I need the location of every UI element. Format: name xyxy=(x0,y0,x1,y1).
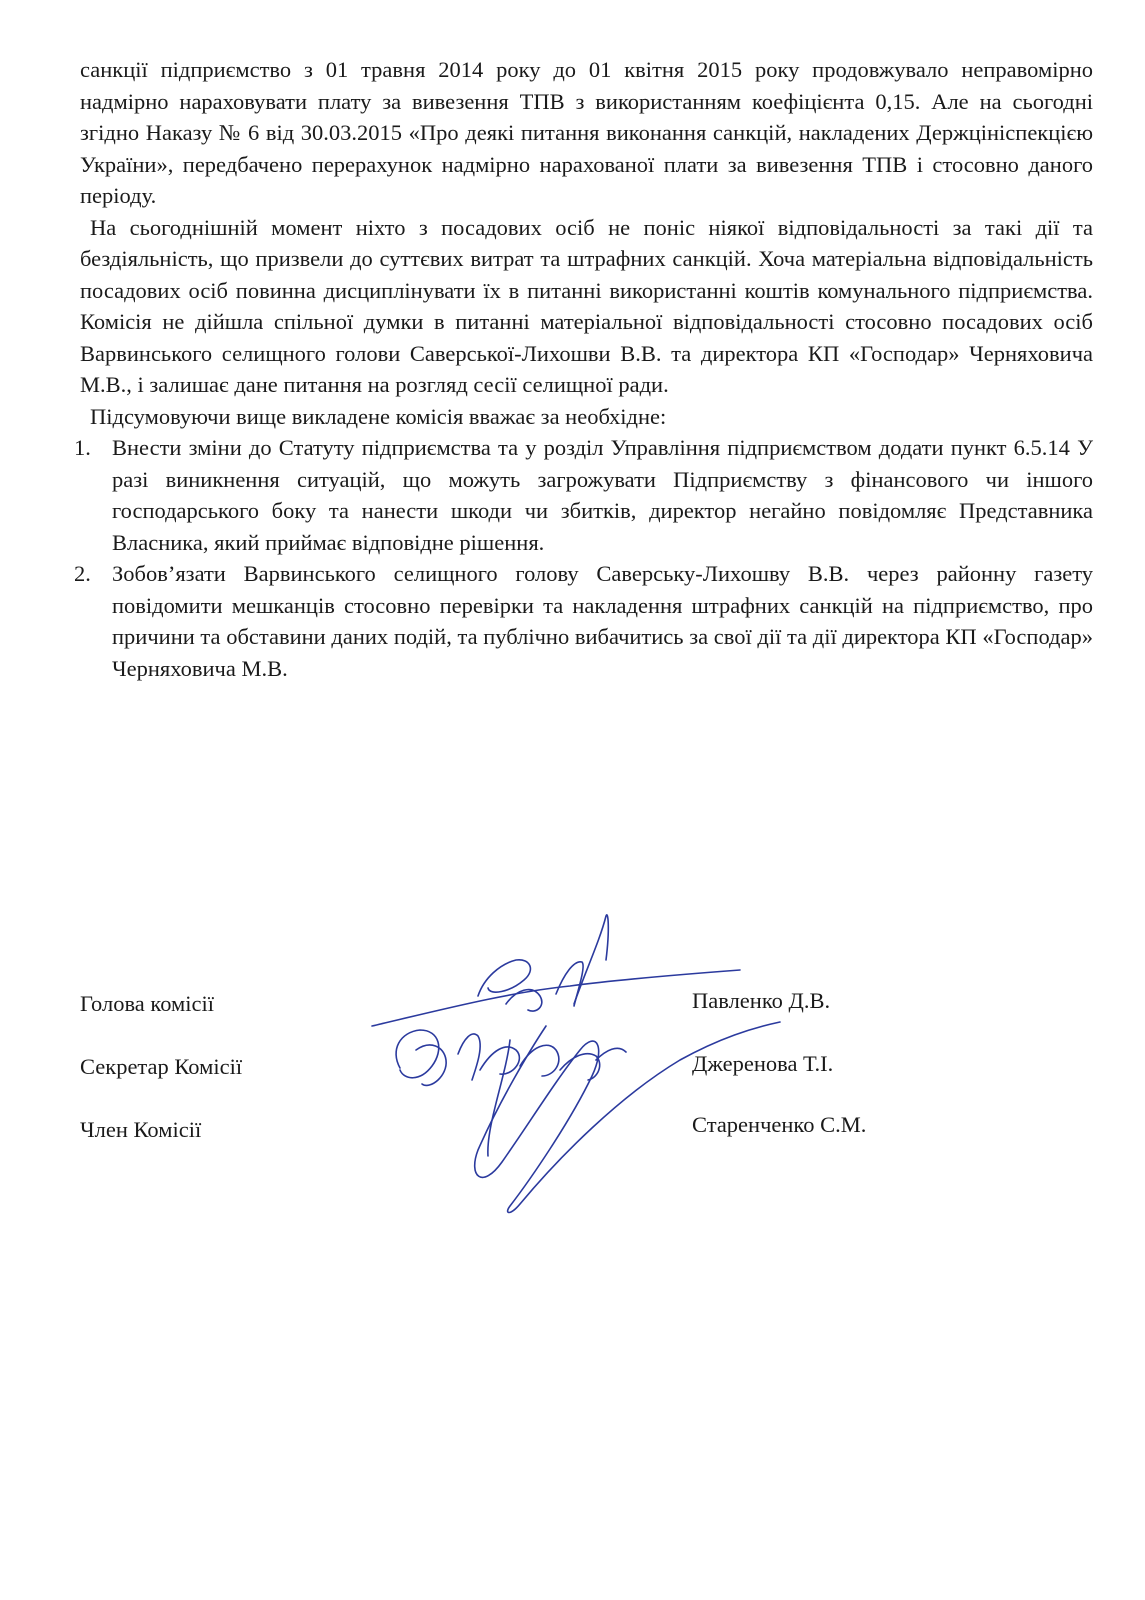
paragraph-3: Підсумовуючи вище викладене комісія вважає за необхідне: xyxy=(90,403,667,429)
list-item-text: Внести зміни до Статуту підприємства та у розділ Управління підприємством додати пункт 6.5.14 У разі виникнення ситуацій, що можуть загрожувати Підприємству з фінансового чи іншого господарського боку та нанести шкоди чи збитків, директор негайно повідомляє Представника Власника, який приймає відповідне рішення. xyxy=(112,435,1093,555)
list-item-number: 1. xyxy=(74,435,91,460)
document-body xyxy=(74,54,1093,684)
role-secretary: Секретар Комісії xyxy=(80,1054,243,1079)
name-secretary: Джеренова Т.І. xyxy=(692,1051,834,1076)
list-item-number: 2. xyxy=(74,561,91,586)
role-chair: Голова комісії xyxy=(80,991,214,1016)
list-item-text: Зобов’язати Варвинського селищного голову Саверську-Лихошву В.В. через районну газету повідомити мешканців стосовно перевірки та накладення штрафних санкцій на підприємство, про причини та обставини даних подій, та публічно вибачитись за свої дії та дії директора КП «Господар» Черняховича М.В. xyxy=(112,561,1093,681)
role-member: Член Комісії xyxy=(80,1117,202,1142)
paragraph-1: санкції підприємство з 01 травня 2014 року до 01 квітня 2015 року продовжувало неправомірно надмірно нараховувати плату за вивезення ТПВ з використанням коефіцієнта 0,15. Але на сьогодні згідно Наказу № 6 від 30.03.2015 «Про деякі питання виконання санкцій, накладених Держцініспекцією України», передбачено перерахунок надмірно нарахованої плати за вивезення ТПВ і стосовно даного періоду. xyxy=(80,57,1093,208)
list-item xyxy=(74,432,1093,558)
list-item xyxy=(74,558,1093,684)
handwritten-signatures xyxy=(360,900,900,1230)
paragraph-2: На сьогоднішній момент ніхто з посадових осіб не поніс ніякої відповідальності за такі дії та бездіяльність, що призвели до суттєвих витрат та штрафних санкцій. Хоча матеріальна відповідальність посадових осіб повинна дисциплінувати їх в питанні використанні коштів комунального підприємства. Комісія не дійшла спільної думки в питанні матеріальної відповідальності стосовно посадових осіб Варвинського селищного голови Саверської-Лихошви В.В. та директора КП «Господар» Черняховича М.В., і залишає дане питання на розгляд сесії селищної ради. xyxy=(80,214,1093,397)
decision-list xyxy=(74,432,1093,684)
name-member: Старенченко С.М. xyxy=(692,1112,867,1137)
name-chair: Павленко Д.В. xyxy=(692,988,831,1013)
